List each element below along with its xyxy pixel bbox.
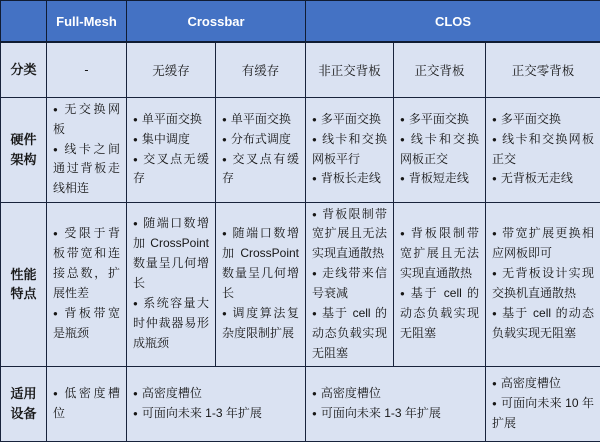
bullet-list <box>312 110 387 190</box>
devices-cell-clos-zero-backplane <box>486 366 600 441</box>
row-label-hardware: 硬件架构 <box>1 97 47 202</box>
bullet-item: ● 调度算法复杂度限制扩展 <box>222 304 299 344</box>
performance-cell-crossbar-buffered <box>216 202 306 366</box>
bullet-list <box>222 110 299 190</box>
devices-row <box>1 366 600 441</box>
bullet-item: ● 背板限制带宽扩展且无法实现直通散热 <box>312 205 387 265</box>
bullet-item: ● 线卡之间通过背板走线相连 <box>53 140 120 200</box>
classification-cell-crossbar-unbuffered: 无缓存 <box>127 42 216 97</box>
bullet-list <box>492 374 594 434</box>
row-label-performance: 性能特点 <box>1 202 47 366</box>
header-cell-crossbar: Crossbar <box>127 1 306 43</box>
bullet-item: ● 随端口数增加 CrossPoint 数量呈几何增长 <box>222 224 299 304</box>
bullet-list <box>222 224 299 343</box>
bullet-item: ● 无交换网板 <box>53 100 120 140</box>
classification-row <box>1 42 600 97</box>
classification-cell-full-mesh: - <box>47 42 127 97</box>
classification-cell-clos-zero-backplane: 正交零背板 <box>486 42 600 97</box>
performance-cell-crossbar-unbuffered <box>127 202 216 366</box>
bullet-item: ● 走线带来信号衰减 <box>312 264 387 304</box>
performance-cell-full-mesh <box>47 202 127 366</box>
bullet-item: ● 多平面交换 <box>312 110 387 130</box>
bullet-list <box>53 224 120 343</box>
bullet-list <box>133 110 209 190</box>
row-label-classification: 分类 <box>1 42 47 97</box>
bullet-item: ● 可面向未来 1-3 年扩展 <box>312 404 479 424</box>
bullet-item: ● 集中调度 <box>133 130 209 150</box>
bullet-list <box>133 214 209 353</box>
row-label-devices: 适用设备 <box>1 366 47 441</box>
performance-cell-clos-nonorthogonal <box>306 202 394 366</box>
bullet-list <box>492 110 594 190</box>
hardware-cell-clos-zero-backplane <box>486 97 600 202</box>
bullet-item: ● 可面向未来 10 年扩展 <box>492 394 594 434</box>
hardware-cell-full-mesh <box>47 97 127 202</box>
bullet-list <box>400 110 479 190</box>
bullet-item: ● 基于 cell 的动态负载实现无阻塞 <box>312 304 387 364</box>
performance-cell-clos-orthogonal <box>394 202 486 366</box>
bullet-item: ● 基于 cell 的动态负载实现无阻塞 <box>400 284 479 344</box>
bullet-item: ● 可面向未来 1-3 年扩展 <box>133 404 299 424</box>
bullet-item: ● 多平面交换 <box>492 110 594 130</box>
performance-cell-clos-zero-backplane <box>486 202 600 366</box>
performance-row <box>1 202 600 366</box>
header-cell-empty <box>1 1 47 43</box>
bullet-item: ● 受限于背板带宽和连接总数，扩展性差 <box>53 224 120 304</box>
bullet-item: ● 线卡和交换网板平行 <box>312 130 387 170</box>
bullet-item: ● 背板带宽是瓶颈 <box>53 304 120 344</box>
devices-cell-clos-backplane <box>306 366 486 441</box>
bullet-item: ● 背板长走线 <box>312 169 387 189</box>
header-cell-clos: CLOS <box>306 1 600 43</box>
hardware-cell-crossbar-unbuffered <box>127 97 216 202</box>
classification-cell-clos-nonorthogonal: 非正交背板 <box>306 42 394 97</box>
bullet-list <box>53 100 120 200</box>
bullet-item: ● 交叉点无缓存 <box>133 150 209 190</box>
table-header-row <box>1 1 600 43</box>
bullet-item: ● 无背板设计实现交换机直通散热 <box>492 264 594 304</box>
bullet-item: ● 线卡和交换网板正交 <box>492 130 594 170</box>
hardware-row <box>1 97 600 202</box>
bullet-item: ● 系统容量大时仲裁器易形成瓶颈 <box>133 294 209 354</box>
bullet-item: ● 背板限制带宽扩展且无法实现直通散热 <box>400 224 479 284</box>
hardware-cell-clos-nonorthogonal <box>306 97 394 202</box>
bullet-item: ● 单平面交换 <box>222 110 299 130</box>
hardware-cell-clos-orthogonal <box>394 97 486 202</box>
bullet-item: ● 多平面交换 <box>400 110 479 130</box>
bullet-item: ● 高密度槽位 <box>133 384 299 404</box>
bullet-item: ● 线卡和交换网板正交 <box>400 130 479 170</box>
bullet-list <box>312 384 479 424</box>
bullet-list <box>133 384 299 424</box>
bullet-item: ● 背板短走线 <box>400 169 479 189</box>
bullet-item: ● 高密度槽位 <box>492 374 594 394</box>
classification-cell-clos-orthogonal: 正交背板 <box>394 42 486 97</box>
devices-cell-full-mesh <box>47 366 127 441</box>
bullet-item: ● 带宽扩展更换相应网板即可 <box>492 224 594 264</box>
bullet-list <box>312 205 387 364</box>
bullet-item: ● 基于 cell 的动态负载实现无阻塞 <box>492 304 594 344</box>
bullet-list <box>53 384 120 424</box>
classification-cell-crossbar-buffered: 有缓存 <box>216 42 306 97</box>
bullet-item: ● 分布式调度 <box>222 130 299 150</box>
bullet-item: ● 随端口数增加 CrossPoint 数量呈几何增长 <box>133 214 209 294</box>
bullet-item: ● 无背板无走线 <box>492 169 594 189</box>
bullet-list <box>400 224 479 343</box>
bullet-list <box>492 224 594 343</box>
header-cell-full-mesh: Full-Mesh <box>47 1 127 43</box>
bullet-item: ● 单平面交换 <box>133 110 209 130</box>
bullet-item: ● 低密度槽位 <box>53 384 120 424</box>
devices-cell-crossbar <box>127 366 306 441</box>
bullet-item: ● 高密度槽位 <box>312 384 479 404</box>
hardware-cell-crossbar-buffered <box>216 97 306 202</box>
bullet-item: ● 交叉点有缓存 <box>222 150 299 190</box>
